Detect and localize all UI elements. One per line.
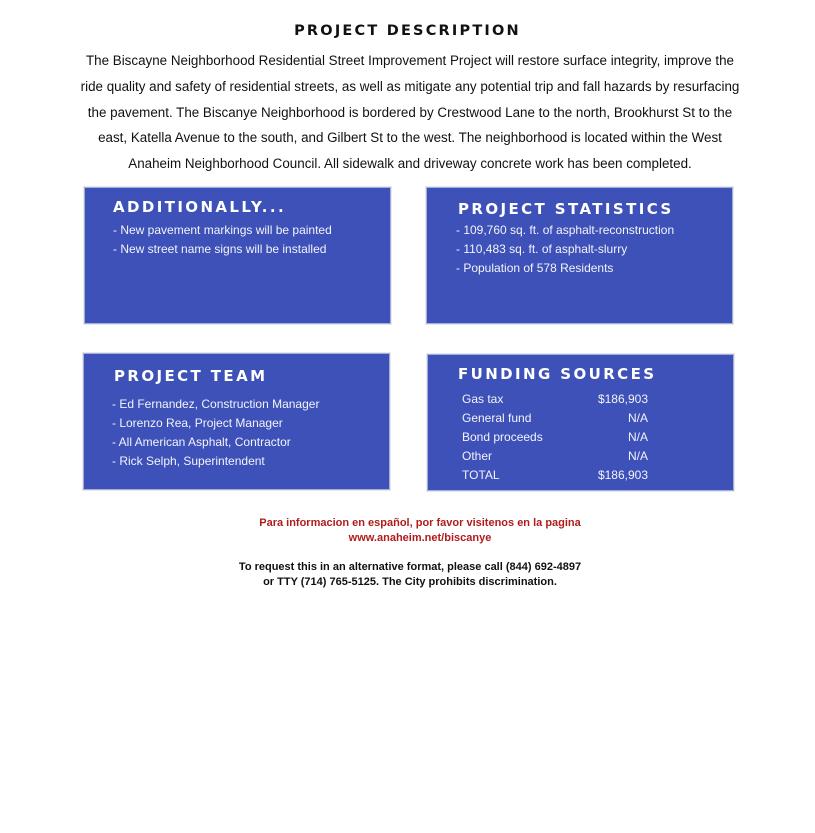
funding-value: $186,903 <box>597 392 648 406</box>
table-row <box>462 447 648 466</box>
table-row <box>462 390 648 409</box>
additionally-list <box>113 221 332 259</box>
funding-value: N/A <box>627 430 648 444</box>
list-item: - 109,760 sq. ft. of asphalt-reconstruction <box>456 223 675 237</box>
list-item: - All American Asphalt, Contractor <box>112 435 291 449</box>
additionally-heading: ADDITIONALLY... <box>113 198 287 216</box>
spanish-notice-text: Para informacion en español, por favor visitenos en la pagina <box>259 517 581 529</box>
table-row <box>462 409 648 428</box>
accessibility-line: To request this in an alternative format, please call (844) 692-4897 <box>238 561 582 573</box>
page-title: PROJECT DESCRIPTION <box>294 23 521 39</box>
funding-value: N/A <box>627 449 648 463</box>
list-item: - Population of 578 Residents <box>456 261 614 275</box>
table-row <box>462 466 648 485</box>
list-item: - 110,483 sq. ft. of asphalt-slurry <box>456 242 628 256</box>
accessibility-notice <box>0 560 815 590</box>
funding-value: N/A <box>627 411 648 425</box>
funding-value: $186,903 <box>597 468 648 482</box>
project-statistics-list <box>456 221 674 278</box>
project-statistics-heading: PROJECT STATISTICS <box>458 200 674 218</box>
project-description: The Biscayne Neighborhood Residential Street Improvement Project will restore surface integrity, improve the ride quality and safety of residential streets, as well as mitigate any potential trip and fall hazards by resurfacing the pavement. The Biscanye Neighborhood is bordered by Crestwood Lane to the north, Brookhurst St to the east, Katella Avenue to the south, and Gilbert St to the west. The neighborhood is located within the West Anaheim Neighborhood Council. All sidewalk and driveway concrete work has been completed. <box>80 53 740 172</box>
funding-sources-panel <box>427 354 734 491</box>
list-item: - Rick Selph, Superintendent <box>112 454 265 468</box>
funding-sources-heading: FUNDING SOURCES <box>458 365 657 383</box>
project-team-list <box>112 395 319 471</box>
funding-label: TOTAL <box>462 468 500 482</box>
list-item: - Ed Fernandez, Construction Manager <box>112 397 320 411</box>
funding-label: Other <box>462 449 493 463</box>
funding-label: Gas tax <box>462 392 504 406</box>
list-item: - New street name signs will be installed <box>113 242 327 256</box>
spanish-notice-link[interactable]: www.anaheim.net/biscanye <box>348 532 492 544</box>
accessibility-line: or TTY (714) 765-5125. The City prohibits discrimination. <box>263 576 557 588</box>
funding-label: General fund <box>462 411 532 425</box>
funding-table <box>462 390 648 485</box>
spanish-notice <box>0 516 815 546</box>
table-row <box>462 428 648 447</box>
project-team-panel <box>83 353 390 490</box>
additionally-panel <box>84 187 391 324</box>
list-item: - New pavement markings will be painted <box>113 223 332 237</box>
funding-label: Bond proceeds <box>462 430 543 444</box>
project-statistics-panel <box>426 187 733 324</box>
project-team-heading: PROJECT TEAM <box>114 367 268 385</box>
list-item: - Lorenzo Rea, Project Manager <box>112 416 283 430</box>
